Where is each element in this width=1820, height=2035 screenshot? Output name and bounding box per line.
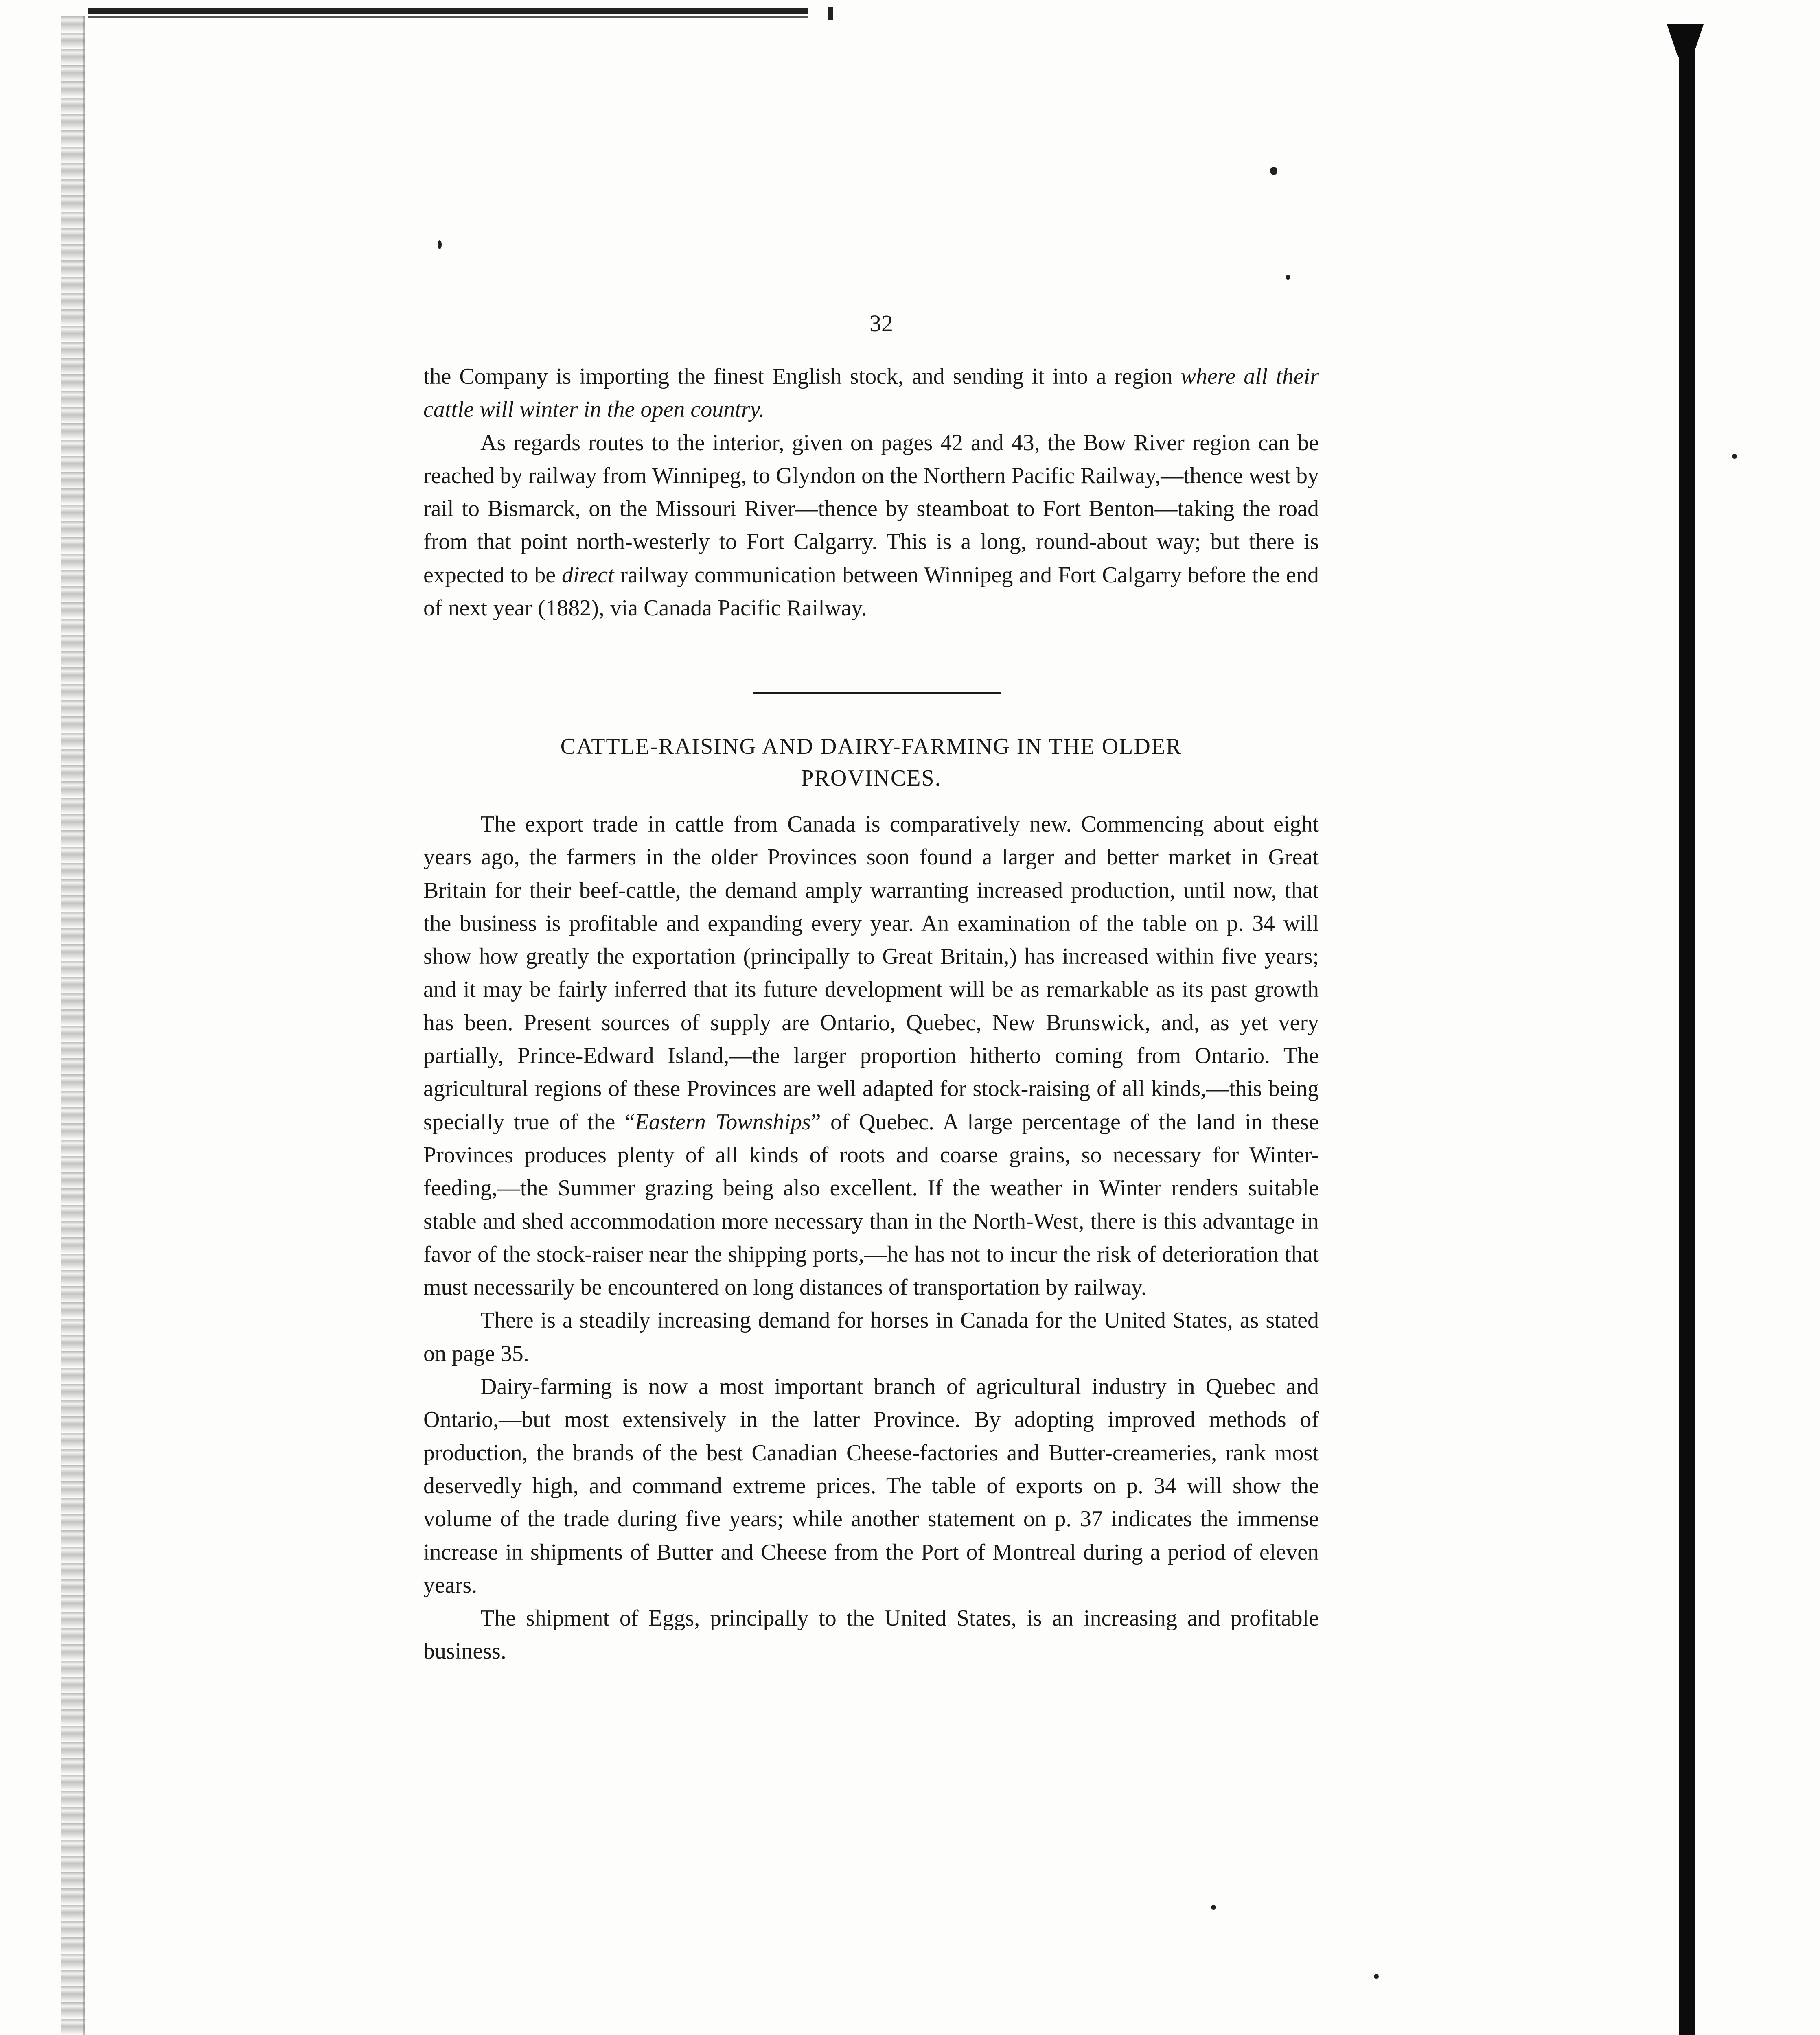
intro-italic-text: where all their cattle will winter in the open country. — [423, 364, 1319, 422]
routes-text-a: As regards routes to the interior, given on pages 42 and 43, the Bow River region can be reached by railway from Winnipeg, to Glyndon on the Northern Pacific Railway,—thence west by rail to Bismarck, on the Missouri River—thence by steamboat to Fort Benton—taking the road from that point north-westerly to Fort Calgarry. This is a long, round-about way; but there is expected to be — [423, 430, 1319, 588]
intro-paragraph — [423, 360, 1319, 427]
scan-speck — [1374, 1974, 1379, 1979]
scan-left-edge — [61, 16, 85, 2035]
p1-text-b: ” of Quebec. A large percentage of the land in these Provinces produces plenty of all kinds of roots and coarse grains, so necessary for Winter-feeding,—the Summer grazing being also excellent. If the weather in Winter renders suitable stable and shed accommodation more necessary than in the North-West, there is this advantage in favor of the stock-raiser near the shipping ports,—he has not to incur the risk of deterioration that must necessarily be encountered on long distances of transportation by railway. — [423, 1109, 1319, 1300]
scan-top-rule — [88, 8, 808, 14]
eggs-paragraph: The shipment of Eggs, principally to the United States, is an increasing and profitable business. — [423, 1606, 1319, 1664]
intro-text-a: the Company is importing the finest English stock, and sending it into a region — [423, 364, 1181, 389]
scan-left-edge-line — [83, 16, 85, 2035]
p1-text-a: The export trade in cattle from Canada is comparatively new. Commencing about eight years ago, the farmers in the older Provinces soon found a larger and better market in Great Britain for their beef-cattle, the demand amply warranting increased production, until now, that the business is profitable and expanding every year. An examination of the table on p. 34 will show how greatly the exportation (principally to Great Britain,) has increased within five years; and it may be fairly inferred that its future development will be as remarkable as its past growth has been. Present sources of supply are Ontario, Quebec, New Brunswick, and, as yet very partially, Prince-Edward Island,—the larger proportion hitherto coming from Ontario. The agricultural regions of these Provinces are well adapted for stock-raising of all kinds,—this being specially true of the “ — [423, 812, 1319, 1135]
scan-top-rule-thin — [88, 16, 808, 18]
page-number: 32 — [869, 310, 893, 337]
horses-paragraph: There is a steadily increasing demand for horses in Canada for the United States, as stated on page 35. — [423, 1308, 1319, 1366]
scan-speck — [1732, 454, 1737, 459]
scan-speck — [1286, 275, 1290, 280]
scan-top-mark — [828, 7, 833, 20]
intro-text — [423, 360, 1319, 625]
section-body — [423, 808, 1319, 1668]
scan-speck — [1211, 1905, 1216, 1910]
routes-paragraph — [423, 427, 1319, 625]
dairy-paragraph: Dairy-farming is now a most important branch of agricultural industry in Quebec and Ontario,—but most extensively in the latter Province. By adopting improved methods of production, the brands of the best Canadian Cheese-factories and Butter-creameries, rank most deservedly high, and command extreme prices. The table of exports on p. 34 will show the volume of the trade during five years; while another statement on p. 37 indicates the immense increase in shipments of Butter and Cheese from the Port of Montreal during a period of eleven years. — [423, 1374, 1319, 1598]
section-heading — [423, 731, 1319, 794]
cattle-export-paragraph — [423, 808, 1319, 1304]
scan-speck — [1270, 167, 1277, 175]
section-heading-line1: CATTLE-RAISING AND DAIRY-FARMING IN THE OLDER — [560, 734, 1182, 759]
routes-text-b: railway communication between Winnipeg and Fort Calgarry before the end of next year (1882), via Canada Pacific Railway. — [423, 562, 1319, 621]
scan-right-bar — [1679, 41, 1695, 2035]
section-heading-line2: PROVINCES. — [801, 766, 942, 791]
routes-italic-text: direct — [561, 562, 614, 588]
p1-italic-text: Eastern Townships — [635, 1109, 811, 1135]
section-divider — [753, 692, 1001, 694]
scan-speck — [438, 240, 442, 249]
